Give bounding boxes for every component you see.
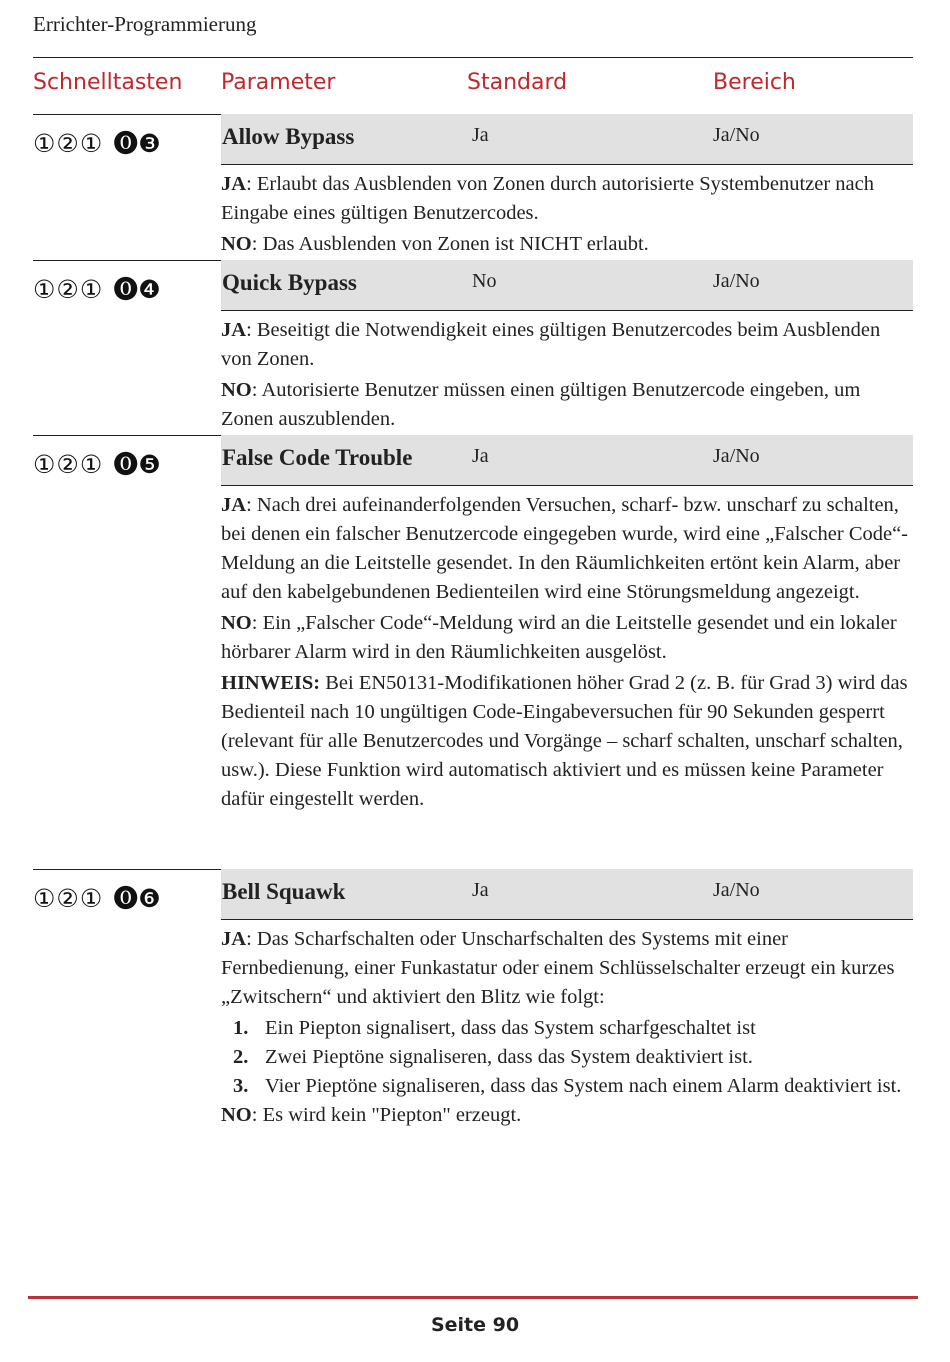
column-header-standard: Standard [467, 70, 568, 95]
step-text: Vier Pieptöne signaliseren, dass das System nach einem Alarm deaktiviert ist. [265, 1075, 902, 1097]
no-label: NO [221, 1104, 252, 1126]
step-number: 2. [233, 1046, 249, 1068]
parameter-entry-bell-squawk [33, 869, 913, 1169]
parameter-standard: Ja [472, 879, 489, 901]
shortcut-keys [33, 445, 161, 481]
ja-paragraph [221, 316, 913, 374]
parameter-standard: Ja [472, 124, 489, 146]
parameter-entry-allow-bypass [33, 114, 913, 260]
ja-label: JA [221, 494, 247, 516]
footer-rule [28, 1296, 918, 1299]
header-rule [33, 57, 913, 58]
no-paragraph [221, 1101, 913, 1130]
parameter-description [221, 170, 913, 261]
note-label: HINWEIS: [221, 672, 321, 694]
step-text: Zwei Pieptöne signaliseren, dass das System deaktiviert ist. [265, 1046, 753, 1068]
ja-paragraph [221, 925, 913, 1012]
parameter-bar [221, 869, 913, 920]
shortcut-negative-digits: ⓿❺ [113, 450, 161, 479]
parameter-name: Allow Bypass [222, 124, 355, 149]
parameter-name: False Code Trouble [222, 445, 413, 470]
no-label: NO [221, 612, 252, 634]
parameter-description [221, 925, 913, 1132]
parameter-standard: Ja [472, 445, 489, 467]
shortcut-keys [33, 879, 161, 915]
no-paragraph [221, 230, 913, 259]
shortcut-negative-digits: ⓿❻ [113, 884, 161, 913]
parameter-bar [221, 435, 913, 486]
no-text: : Es wird kein "Piepton" erzeugt. [251, 1104, 522, 1126]
parameter-entry-quick-bypass [33, 260, 913, 435]
shortcut-circled-digits: ①②① [33, 129, 104, 158]
parameter-bar [221, 114, 913, 165]
ja-label: JA [221, 928, 247, 950]
column-header-range: Bereich [713, 70, 796, 95]
column-header-keys: Schnelltasten [33, 70, 183, 95]
ja-label: JA [221, 319, 247, 341]
no-paragraph [221, 376, 913, 434]
step-number: 1. [233, 1017, 249, 1039]
shortcut-negative-digits: ⓿❸ [113, 129, 161, 158]
list-item [221, 1014, 913, 1043]
list-item [221, 1043, 913, 1072]
shortcut-circled-digits: ①②① [33, 275, 104, 304]
parameter-description [221, 316, 913, 436]
ja-text: : Das Scharfschalten oder Unscharfschalten des Systems mit einer Fernbedienung, einer Funkastatur oder einem Schlüsselschalter erzeugt ein kurzes „Zwitschern“ und aktiviert den Blitz wie folgt: [221, 928, 895, 1008]
parameter-entry-false-code-trouble [33, 435, 913, 869]
ja-paragraph [221, 491, 913, 607]
column-header-parameter: Parameter [221, 70, 336, 95]
parameter-name: Bell Squawk [222, 879, 346, 904]
parameter-range: Ja/No [713, 879, 760, 901]
no-label: NO [221, 379, 252, 401]
ja-text: : Erlaubt das Ausblenden von Zonen durch autorisierte Systembenutzer nach Eingabe eines gültigen Benutzercodes. [221, 173, 874, 224]
no-paragraph [221, 609, 913, 667]
steps-list [221, 1014, 913, 1101]
step-number: 3. [233, 1075, 249, 1097]
no-text: : Autorisierte Benutzer müssen einen gültigen Benutzercode eingeben, um Zonen auszublenden. [221, 379, 861, 430]
shortcut-circled-digits: ①②① [33, 450, 104, 479]
parameter-name: Quick Bypass [222, 270, 357, 295]
list-item [221, 1072, 913, 1101]
ja-text: : Nach drei aufeinanderfolgenden Versuchen, scharf- bzw. unscharf zu schalten, bei denen ein falscher Benutzercode eingegeben wurde, wird eine „Falscher Code“-Meldung an die Leitstelle gesendet. In den Räumlichkeiten ertönt kein Alarm, aber auf den kabelgebundenen Bedienteilen wird eine Störungsmeldung angezeigt. [221, 494, 909, 603]
note-text: Bei EN50131-Modifikationen höher Grad 2 (z. B. für Grad 3) wird das Bedienteil nach 10 ungültigen Code-Eingabeversuchen für 90 Sekunden gesperrt (relevant für alle Benutzercodes und Vorgänge – scharf schalten, unscharf schalten, usw.). Diese Funktion wird automatisch aktiviert und es müssen keine Parameter dafür eingestellt werden. [221, 672, 908, 810]
parameter-description [221, 491, 913, 816]
parameter-standard: No [472, 270, 497, 292]
column-headers [33, 68, 913, 108]
running-title: Errichter-Programmierung [33, 12, 257, 36]
shortcut-keys [33, 124, 161, 160]
parameter-bar [221, 260, 913, 311]
shortcut-keys [33, 270, 161, 306]
shortcut-circled-digits: ①②① [33, 884, 104, 913]
ja-paragraph [221, 170, 913, 228]
parameter-range: Ja/No [713, 124, 760, 146]
page-number: Seite 90 [430, 1314, 520, 1336]
ja-text: : Beseitigt die Notwendigkeit eines gültigen Benutzercodes beim Ausblenden von Zonen. [221, 319, 881, 370]
parameter-range: Ja/No [713, 445, 760, 467]
no-text: : Ein „Falscher Code“-Meldung wird an die Leitstelle gesendet und ein lokaler hörbarer Alarm wird in den Räumlichkeiten ausgelöst. [221, 612, 897, 663]
no-text: : Das Ausblenden von Zonen ist NICHT erlaubt. [251, 233, 649, 255]
parameter-range: Ja/No [713, 270, 760, 292]
no-label: NO [221, 233, 252, 255]
shortcut-negative-digits: ⓿❹ [113, 275, 161, 304]
note-paragraph [221, 669, 913, 814]
ja-label: JA [221, 173, 247, 195]
step-text: Ein Piepton signalisert, dass das System scharfgeschaltet ist [265, 1017, 756, 1039]
